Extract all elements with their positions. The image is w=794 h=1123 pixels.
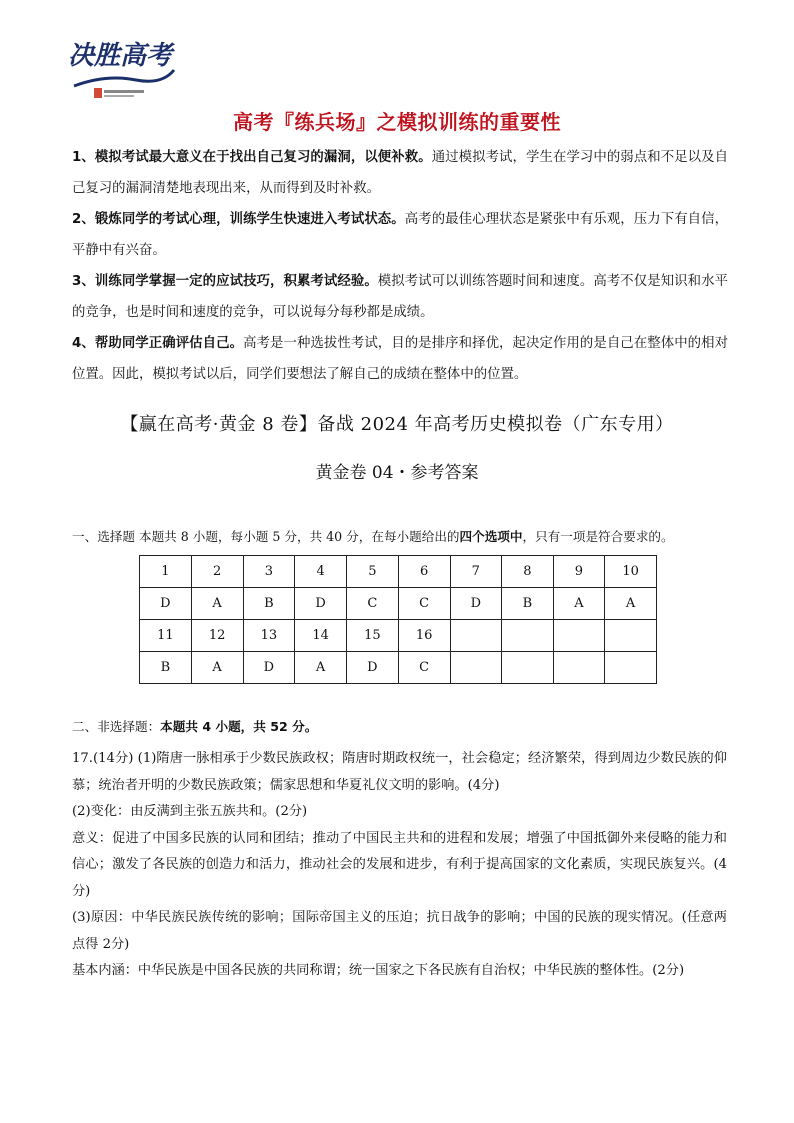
table-cell: B [502, 588, 554, 620]
table-cell: 8 [502, 556, 554, 588]
answer-paragraph: 17.(14分) (1)隋唐一脉相承于少数民族政权；隋唐时期政权统一，社会稳定；经济繁荣，得到周边少数民族的仰慕；统治者开明的少数民族政策；儒家思想和华夏礼仪文明的影响。(4分) [72, 751, 727, 793]
table-cell: B [243, 588, 295, 620]
answer-paragraph: (2)变化：由反满到主张五族共和。(2分) [72, 804, 308, 819]
table-cell: 7 [450, 556, 502, 588]
table-row [140, 652, 657, 684]
table-cell: D [140, 588, 192, 620]
exam-title: 【赢在高考·黄金 8 卷】备战 2024 年高考历史模拟卷（广东专用） [120, 414, 674, 435]
table-cell [605, 620, 657, 652]
table-cell: 4 [295, 556, 347, 588]
table-cell: 5 [347, 556, 399, 588]
table-cell: 2 [191, 556, 243, 588]
brand-logo [66, 30, 178, 108]
table-cell: 14 [295, 620, 347, 652]
table-cell: D [243, 652, 295, 684]
table-cell: C [398, 588, 450, 620]
table-cell: 11 [140, 620, 192, 652]
answer-17 [72, 746, 727, 985]
answer-paragraph: 基本内涵：中华民族是中国各民族的共同称谓；统一国家之下各民族有自治权；中华民族的整体性。(2分) [72, 963, 685, 978]
table-row [140, 620, 657, 652]
table-cell: 3 [243, 556, 295, 588]
table-cell [450, 620, 502, 652]
table-cell: A [191, 588, 243, 620]
table-cell: D [347, 652, 399, 684]
intro-item: 4、帮助同学正确评估自己。高考是一种选拔性考试，目的是排序和择优，起决定作用的是自己在整体中的相对位置。因此，模拟考试以后，同学们要想法了解自己的成绩在整体中的位置。 [72, 336, 728, 382]
table-cell: A [295, 652, 347, 684]
table-cell: 9 [553, 556, 605, 588]
table-cell: A [605, 588, 657, 620]
table-cell: 13 [243, 620, 295, 652]
table-cell: 12 [191, 620, 243, 652]
answer-paragraph: (3)原因：中华民族民族传统的影响；国际帝国主义的压迫；抗日战争的影响；中国的民族的现实情况。(任意两点得 2分) [72, 910, 727, 952]
banner-title: 高考『练兵场』之模拟训练的重要性 [233, 110, 561, 134]
answer-table [139, 555, 657, 684]
table-cell [553, 620, 605, 652]
table-cell [605, 652, 657, 684]
intro-section [72, 142, 728, 390]
table-cell: B [140, 652, 192, 684]
table-cell: 10 [605, 556, 657, 588]
table-cell [450, 652, 502, 684]
logo-graphic [66, 30, 178, 108]
exam-subtitle: 黄金卷 04・参考答案 [315, 463, 479, 483]
table-cell [502, 652, 554, 684]
table-cell: 15 [347, 620, 399, 652]
answer-paragraph: 意义：促进了中国多民族的认同和团结；推动了中国民主共和的进程和发展；增强了中国抵御外来侵略的能力和信心；激发了各民族的创造力和活力，推动社会的发展和进步，有利于提高国家的文化素质，实现民族复兴。(4分) [72, 830, 727, 899]
table-cell [553, 652, 605, 684]
intro-item: 1、模拟考试最大意义在于找出自己复习的漏洞，以便补救。通过模拟考试，学生在学习中的弱点和不足以及自己复习的漏洞清楚地表现出来，从而得到及时补救。 [72, 150, 728, 196]
table-cell: D [295, 588, 347, 620]
logo-text: 决胜高考 [68, 41, 173, 71]
section-choice-heading: 一、选择题 本题共 8 小题，每小题 5 分，共 40 分，在每小题给出的四个选项中，只有一项是符合要求的。 [72, 529, 674, 544]
table-cell: C [398, 652, 450, 684]
table-cell: 1 [140, 556, 192, 588]
table-cell: A [553, 588, 605, 620]
table-row [140, 556, 657, 588]
table-cell: A [191, 652, 243, 684]
table-cell: D [450, 588, 502, 620]
section-nonchoice-heading: 二、非选择题：本题共 4 小题，共 52 分。 [72, 719, 318, 734]
table-cell: 6 [398, 556, 450, 588]
table-cell: 16 [398, 620, 450, 652]
intro-item: 2、锻炼同学的考试心理，训练学生快速进入考试状态。高考的最佳心理状态是紧张中有乐观，压力下有自信，平静中有兴奋。 [72, 212, 729, 258]
intro-item: 3、训练同学掌握一定的应试技巧，积累考试经验。模拟考试可以训练答题时间和速度。高考不仅是知识和水平的竞争，也是时间和速度的竞争，可以说每分每秒都是成绩。 [72, 274, 728, 320]
table-cell: C [347, 588, 399, 620]
table-row [140, 588, 657, 620]
table-cell [502, 620, 554, 652]
